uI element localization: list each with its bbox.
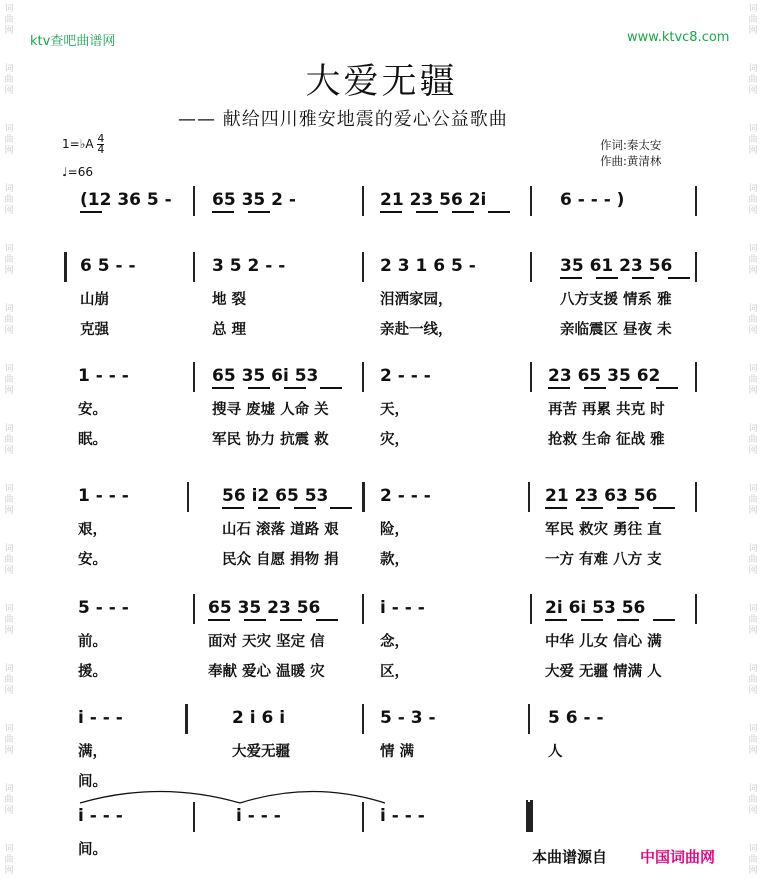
- lyric-line-2: 奉献 爱心 温暖 灾: [208, 664, 325, 680]
- beam-underline: [208, 619, 230, 621]
- measure: i - - -: [236, 806, 281, 826]
- watermark: 词 曲 网: [748, 364, 758, 396]
- site-name-left: ktv查吧曲谱网: [30, 34, 116, 49]
- watermark: 词 曲 网: [748, 784, 758, 816]
- watermark: 词 曲 网: [4, 844, 14, 876]
- lyric-line-2: 克强: [80, 322, 109, 338]
- lyric-line-1: 山崩: [80, 292, 109, 308]
- bar-line: [530, 594, 532, 624]
- measure: 2i 6i 53 56: [545, 598, 646, 618]
- lyric-line-2: 大爱 无疆 情满 人: [545, 664, 662, 680]
- measure: 65 35 23 56: [208, 598, 321, 618]
- watermark: 词 曲 网: [4, 244, 14, 276]
- watermark: 词 曲 网: [748, 124, 758, 156]
- lyric-line-2: 灾，: [380, 432, 409, 448]
- bar-line: [695, 362, 697, 392]
- song-subtitle: —— 献给四川雅安地震的爱心公益歌曲: [178, 109, 508, 130]
- measure: 3 5 2 - -: [212, 256, 286, 276]
- watermark: 词 曲 网: [748, 724, 758, 756]
- measure: 1 - - -: [78, 486, 129, 506]
- bar-line: [362, 482, 365, 512]
- key-text: 1=♭A: [62, 137, 94, 151]
- beam-underline: [548, 387, 570, 389]
- watermark: 词 曲 网: [4, 304, 14, 336]
- beam-underline: [320, 387, 342, 389]
- lyric-line-1: 艰，: [78, 522, 107, 538]
- measure: (12 36 5 -: [80, 190, 172, 210]
- lyric-line-2: 区，: [380, 664, 409, 680]
- beam-underline: [581, 619, 603, 621]
- beam-underline: [244, 619, 266, 621]
- beam-underline: [668, 277, 690, 279]
- lyric-line-1: 面对 天灾 坚定 信: [208, 634, 325, 650]
- measure: i - - -: [78, 806, 123, 826]
- beam-underline: [80, 211, 102, 213]
- bar-line: [695, 252, 697, 282]
- measure: i - - -: [78, 708, 123, 728]
- bar-line: [530, 186, 532, 216]
- composer-credit: 作曲:黄清林: [600, 154, 662, 168]
- bar-line: [193, 186, 195, 216]
- bar-line: [362, 252, 364, 282]
- lyric-line-1: 间。: [78, 842, 107, 858]
- site-url-right[interactable]: www.ktvc8.com: [627, 30, 730, 45]
- beam-underline: [584, 387, 606, 389]
- bar-line: [185, 704, 188, 734]
- beam-underline: [212, 387, 234, 389]
- lyric-line-1: 中华 儿女 信心 满: [545, 634, 662, 650]
- beam-underline: [596, 277, 618, 279]
- lyric-line-2: 间。: [78, 774, 107, 790]
- time-top: 4: [97, 132, 105, 145]
- watermark: 词 曲 网: [748, 664, 758, 696]
- song-title: 大爱无疆: [305, 62, 458, 102]
- bar-line: [362, 802, 364, 832]
- bar-line: [695, 482, 697, 512]
- lyric-line-2: 援。: [78, 664, 107, 680]
- bar-line: [193, 362, 195, 392]
- watermark: 词 曲 网: [748, 64, 758, 96]
- measure: 2 - - -: [380, 486, 431, 506]
- beam-underline: [620, 387, 642, 389]
- measure: i - - -: [380, 806, 425, 826]
- key-signature: [62, 134, 104, 155]
- lyric-line-1: 军民 救灾 勇往 直: [545, 522, 662, 538]
- lyric-line-2: 总 理: [212, 322, 247, 338]
- watermark: 词 曲 网: [4, 64, 14, 96]
- beam-underline: [653, 619, 675, 621]
- watermark: 词 曲 网: [748, 484, 758, 516]
- lyric-line-1: 八方支援 情系 雅: [560, 292, 672, 308]
- lyric-line-2: 亲临震区 昼夜 未: [560, 322, 672, 338]
- bar-line: [695, 594, 697, 624]
- tie-arc: [80, 792, 240, 804]
- lyric-line-1: 泪洒家园，: [380, 292, 453, 308]
- watermark: 词 曲 网: [4, 184, 14, 216]
- watermark: 词 曲 网: [748, 4, 758, 36]
- bar-line: [528, 482, 530, 512]
- lyric-line-1: 山石 滚落 道路 艰: [222, 522, 339, 538]
- lyricist-credit: 作词:秦太安: [600, 138, 662, 152]
- beam-underline: [380, 211, 402, 213]
- repeat-start-bar: [64, 252, 67, 282]
- watermark: 词 曲 网: [4, 364, 14, 396]
- measure: 6 - - - ): [560, 190, 625, 210]
- bar-line: [187, 482, 189, 512]
- measure: 65 35 6i 53: [212, 366, 319, 386]
- lyric-line-2: 军民 协力 抗震 救: [212, 432, 329, 448]
- final-bar-thin: [526, 800, 528, 832]
- beam-underline: [222, 507, 244, 509]
- watermark: 词 曲 网: [748, 424, 758, 456]
- bar-line: [530, 362, 532, 392]
- beam-underline: [560, 277, 582, 279]
- watermark: 词 曲 网: [748, 844, 758, 876]
- bar-line: [193, 252, 195, 282]
- tempo-marking: ♩=66: [62, 165, 93, 179]
- watermark: 词 曲 网: [748, 604, 758, 636]
- beam-underline: [545, 507, 567, 509]
- measure: 21 23 56 2i: [380, 190, 487, 210]
- beam-underline: [316, 619, 338, 621]
- lyric-line-2: 安。: [78, 552, 107, 568]
- measure: 23 65 35 62: [548, 366, 661, 386]
- lyric-line-1: 天，: [380, 402, 409, 418]
- watermark: 词 曲 网: [4, 544, 14, 576]
- measure: 5 - 3 -: [380, 708, 436, 728]
- lyric-line-1: 人: [548, 744, 563, 760]
- measure: 21 23 63 56: [545, 486, 658, 506]
- bar-line: [695, 186, 697, 216]
- measure: 2 - - -: [380, 366, 431, 386]
- bar-line: [193, 594, 195, 624]
- measure: 35 61 23 56: [560, 256, 673, 276]
- watermark: 词 曲 网: [748, 244, 758, 276]
- watermark: 词 曲 网: [4, 484, 14, 516]
- lyric-line-2: 款，: [380, 552, 409, 568]
- lyric-line-1: 情 满: [380, 744, 415, 760]
- watermark: 词 曲 网: [748, 544, 758, 576]
- beam-underline: [248, 387, 270, 389]
- lyric-line-2: 眠。: [78, 432, 107, 448]
- beam-underline: [212, 211, 234, 213]
- beam-underline: [545, 619, 567, 621]
- lyric-line-2: 一方 有难 八方 支: [545, 552, 662, 568]
- time-bottom: 4: [97, 143, 105, 156]
- beam-underline: [617, 507, 639, 509]
- bar-line: [362, 362, 364, 392]
- lyric-line-1: 安。: [78, 402, 107, 418]
- beam-underline: [581, 507, 603, 509]
- lyric-line-2: 抢救 生命 征战 雅: [548, 432, 665, 448]
- bar-line: [193, 802, 195, 832]
- measure: i - - -: [380, 598, 425, 618]
- beam-underline: [488, 211, 510, 213]
- lyric-line-1: 满，: [78, 744, 107, 760]
- watermark: 词 曲 网: [4, 424, 14, 456]
- watermark: 词 曲 网: [4, 724, 14, 756]
- time-signature: [97, 134, 104, 155]
- beam-underline: [280, 619, 302, 621]
- beam-underline: [617, 619, 639, 621]
- watermark: 词 曲 网: [748, 184, 758, 216]
- lyric-line-2: 亲赴一线，: [380, 322, 453, 338]
- beam-underline: [330, 507, 352, 509]
- lyric-line-1: 险，: [380, 522, 409, 538]
- watermark: 词 曲 网: [4, 4, 14, 36]
- bar-line: [528, 704, 530, 734]
- beam-underline: [258, 507, 280, 509]
- watermark: 词 曲 网: [4, 124, 14, 156]
- lyric-line-1: 念，: [380, 634, 409, 650]
- watermark: 词 曲 网: [4, 784, 14, 816]
- measure: 1 - - -: [78, 366, 129, 386]
- beam-underline: [284, 387, 306, 389]
- lyric-line-1: 前。: [78, 634, 107, 650]
- bar-line: [362, 704, 364, 734]
- watermark: 词 曲 网: [4, 604, 14, 636]
- beam-underline: [452, 211, 474, 213]
- beam-underline: [653, 507, 675, 509]
- beam-underline: [416, 211, 438, 213]
- lyric-line-1: 大爱无疆: [232, 744, 290, 760]
- measure: 56 i2 65 53: [222, 486, 329, 506]
- final-bar-thick: [530, 800, 533, 832]
- measure: 6 5 - -: [80, 256, 136, 276]
- measure: 2 3 1 6 5 -: [380, 256, 476, 276]
- beam-underline: [248, 211, 270, 213]
- lyric-line-2: 民众 自愿 捐物 捐: [222, 552, 339, 568]
- bar-line: [362, 186, 364, 216]
- lyric-line-1: 再苦 再累 共克 时: [548, 402, 665, 418]
- bar-line: [362, 594, 364, 624]
- lyric-line-1: 地 裂: [212, 292, 247, 308]
- source-label: 本曲谱源自: [532, 848, 608, 866]
- beam-underline: [656, 387, 678, 389]
- watermark: 词 曲 网: [4, 664, 14, 696]
- watermark: 词 曲 网: [748, 304, 758, 336]
- beam-underline: [632, 277, 654, 279]
- measure: 5 - - -: [78, 598, 129, 618]
- measure: 2 i 6 i: [232, 708, 286, 728]
- measure: 65 35 2 -: [212, 190, 296, 210]
- measure: 5 6 - -: [548, 708, 604, 728]
- source-site[interactable]: 中国词曲网: [640, 848, 716, 866]
- bar-line: [530, 252, 532, 282]
- lyric-line-1: 搜寻 废墟 人命 关: [212, 402, 329, 418]
- beam-underline: [294, 507, 316, 509]
